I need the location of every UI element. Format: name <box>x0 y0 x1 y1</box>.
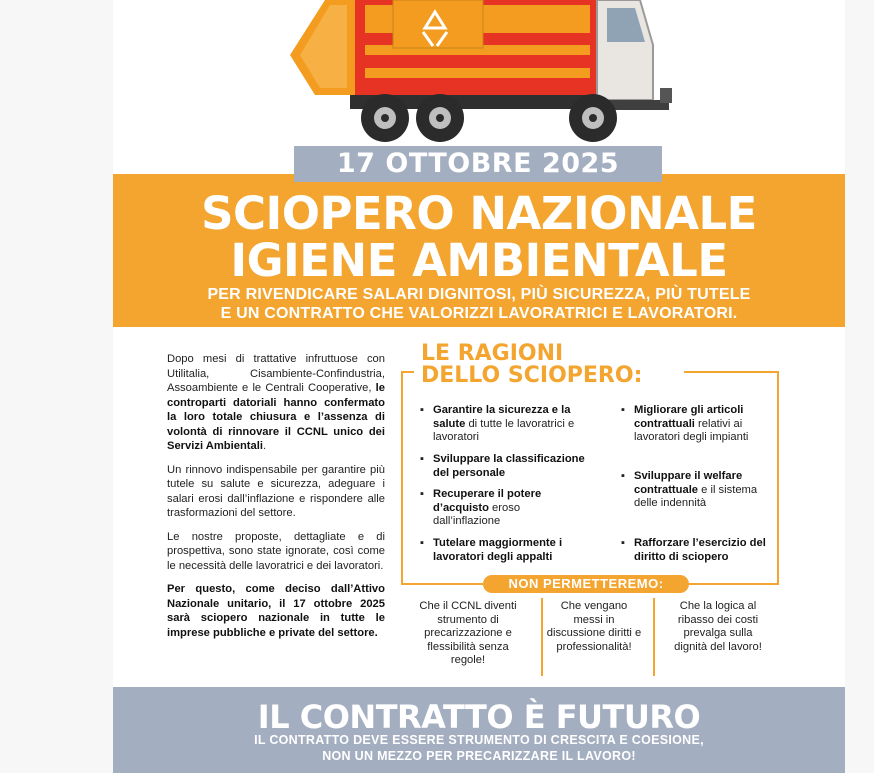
reasons-frame-top-right <box>684 371 778 373</box>
intro-paragraph-1: Dopo mesi di trattative infruttuose con Utilitalia, Cisambiente-Confindustria, Assoambiente e le Centrali Cooperative, le controparti datoriali hanno confermato la loro totale chiusura e l’assenza di volontà di rinnovare il CCNL unico dei Servizi Ambientali. <box>167 353 385 452</box>
date-badge: 17 OTTOBRE 2025 <box>294 146 662 182</box>
main-title-line1: SCIOPERO NAZIONALE <box>201 187 757 240</box>
reasons-frame-top <box>402 371 414 373</box>
reason-item-strike-right: ▪ Rafforzare l’esercizio del diritto di sciopero <box>621 537 766 563</box>
no-item-rights: Che vengano messi in discussione diritti e professionalità! <box>546 600 642 653</box>
reasons-frame-bottom-right <box>689 583 779 585</box>
footer-subtitle-line2: NON UN MEZZO PER PRECARIZZARE IL LAVORO! <box>322 749 636 763</box>
title-banner <box>113 174 845 327</box>
reason-item-welfare: ▪ Sviluppare il welfare contrattuale e il sistema delle indennità <box>621 470 758 509</box>
column-divider <box>653 598 655 676</box>
reason-item-purchasing-power: ▪ Recuperare il potere d’acquisto eroso dall’inflazione <box>420 488 542 527</box>
reasons-frame-right <box>777 371 779 584</box>
intro-text <box>167 352 385 649</box>
subtitle-line1: PER RIVENDICARE SALARI DIGNITOSI, PIÙ SICUREZZA, PIÙ TUTELE <box>207 286 751 303</box>
intro-paragraph-4: Per questo, come deciso dall’Attivo Nazionale unitario, il 17 ottobre 2025 sarà sciopero nazionale in tutte le imprese pubbliche e private del settore. <box>167 583 385 639</box>
reason-item-safety: ▪ Garantire la sicurezza e la salute di tutte le lavoratrici e lavoratori <box>420 404 575 443</box>
reason-item-contracts: ▪ Tutelare maggiormente i lavoratori degli appalti <box>420 537 563 563</box>
intro-paragraph-2: Un rinnovo indispensabile per garantire più tutele su salute e sicurezza, adeguare i salari erosi dall’inflazione e rispondere alle trasformazioni del settore. <box>167 463 385 519</box>
no-item-costs: Che la logica al ribasso dei costi prevalga sulla dignità del lavoro! <box>674 600 762 653</box>
non-permetteremo-pill: NON PERMETTEREMO: <box>483 575 689 593</box>
footer-banner <box>113 687 845 773</box>
reason-item-classification: ▪ Sviluppare la classificazione del personale <box>420 453 585 479</box>
footer-title: IL CONTRATTO È FUTURO <box>257 698 701 736</box>
reason-item-articles: ▪ Migliorare gli articoli contrattuali relativi ai lavoratori degli impianti <box>621 404 749 443</box>
reasons-frame-left <box>401 371 403 584</box>
footer-subtitle-line1: IL CONTRATTO DEVE ESSERE STRUMENTO DI CRESCITA E COESIONE, <box>254 733 704 747</box>
garbage-truck-illustration <box>285 0 675 150</box>
reasons-title: LE RAGIONI DELLO SCIOPERO: <box>421 341 643 388</box>
subtitle-line2: E UN CONTRATTO CHE VALORIZZI LAVORATRICI E LAVORATORI. <box>220 305 738 322</box>
no-item-ccnl: Che il CCNL diventi strumento di precarizzazione e flessibilità senza regole! <box>419 600 517 667</box>
intro-paragraph-3: Le nostre proposte, dettagliate e di prospettiva, sono state ignorate, così come le necessità delle lavoratrici e dei lavoratori. <box>167 530 385 572</box>
column-divider <box>541 598 543 676</box>
reasons-frame-bottom-left <box>401 583 483 585</box>
main-title-line2: IGIENE AMBIENTALE <box>230 234 728 287</box>
